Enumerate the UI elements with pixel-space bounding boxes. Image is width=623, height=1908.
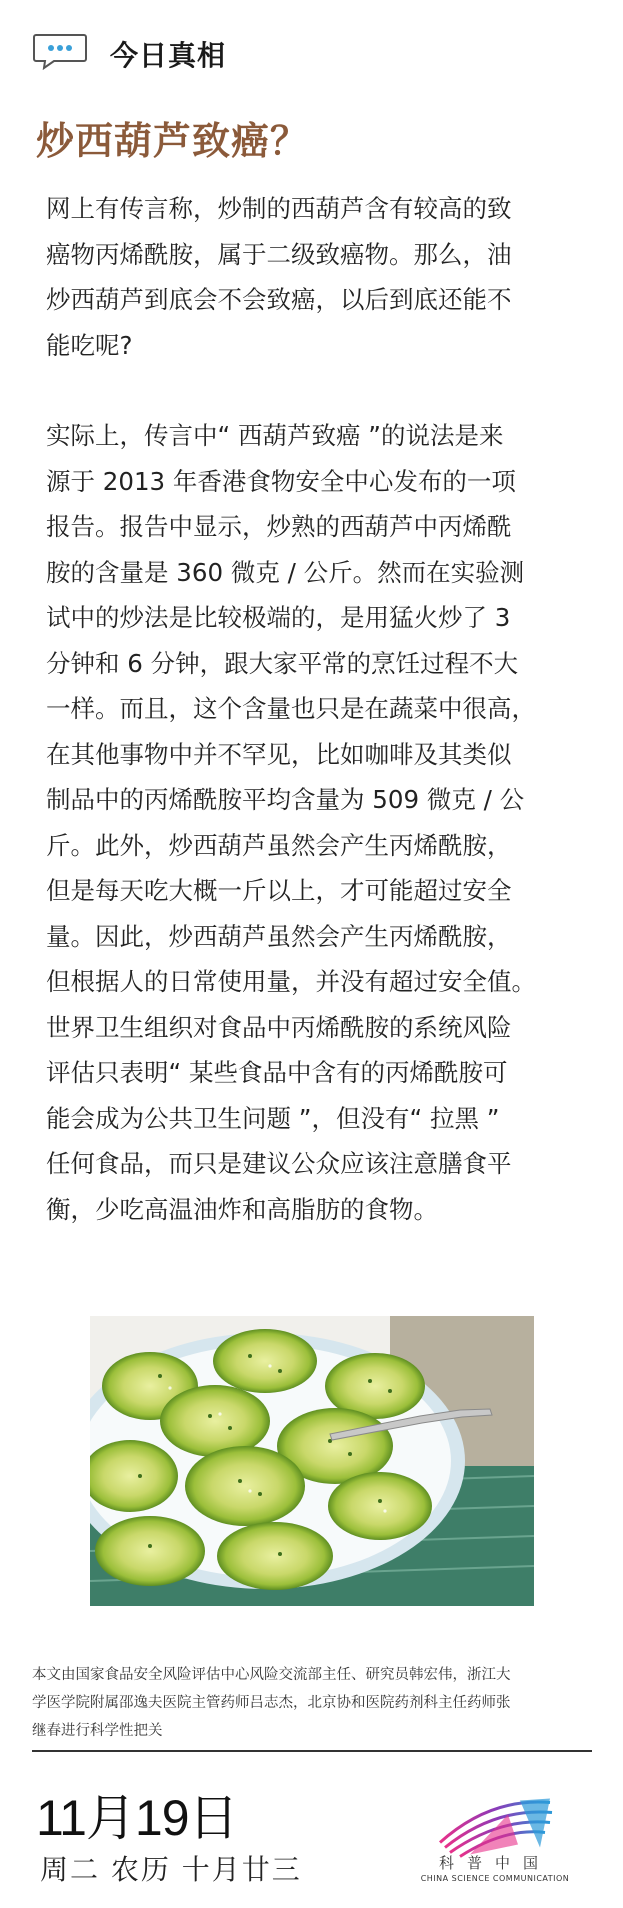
header-title: 今日真相	[110, 39, 227, 72]
logo-text-en: CHINA SCIENCE COMMUNICATION	[420, 1874, 570, 1883]
expert-credit: 本文由国家食品安全风险评估中心风险交流部主任、研究员韩宏伟，浙江大 学医学院附属邵逸夫医院主管药师吕志杰，北京协和医院药剂科主任药师张 继春进行科学性把关	[32, 1667, 511, 1739]
article-body	[46, 186, 576, 1232]
date: 11月19日	[36, 1790, 238, 1846]
chat-bubble-icon	[32, 32, 88, 70]
header	[32, 28, 592, 76]
weekday-lunar-date: 周二 农历 十月廿三	[40, 1853, 302, 1886]
footer-divider	[32, 1750, 592, 1752]
paragraph-explanation: 实际上，传言中“ 西葫芦致癌 ”的说法是来 源于 2013 年香港食物安全中心发布的一项 报告。报告中显示，炒熟的西葫芦中丙烯酰 胺的含量是 360 微克 / 公斤。然而在实验测 试中的炒法是比较极端的，是用猛火炒了 3 分钟和 6 分钟，跟大家平常的烹饪过程不大 一样。而且，这个含量也只是在蔬菜中很高， 在其他事物中并不罕见，比如咖啡及其类似 制品中的丙烯酰胺平均含量为 509 微克 / 公 斤。此外，炒西葫芦虽然会产生丙烯酰胺， 但是每天吃大概一斤以上，才可能超过安全 量。因此，炒西葫芦虽然会产生丙烯酰胺， 但根据人的日常使用量，并没有超过安全值。 世界卫生组织对食品中丙烯酰胺的系统风险 评估只表明“ 某些食品中含有的丙烯酰胺可 能会成为公共卫生问题 ”，但没有“ 拉黑 ” 任何食品，而只是建议公众应该注意膳食平 衡，少吃高温油炸和高脂肪的食物。	[46, 421, 536, 1224]
zucchini-photo	[90, 1316, 534, 1606]
article-headline: 炒西葫芦致癌？	[36, 119, 310, 163]
paragraph-intro: 网上有传言称，炒制的西葫芦含有较高的致 癌物丙烯酰胺，属于二级致癌物。那么，油 炒西葫芦到底会不会致癌，以后到底还能不 能吃呢?	[46, 194, 512, 360]
logo-text-cn: 科普中国	[438, 1854, 551, 1872]
